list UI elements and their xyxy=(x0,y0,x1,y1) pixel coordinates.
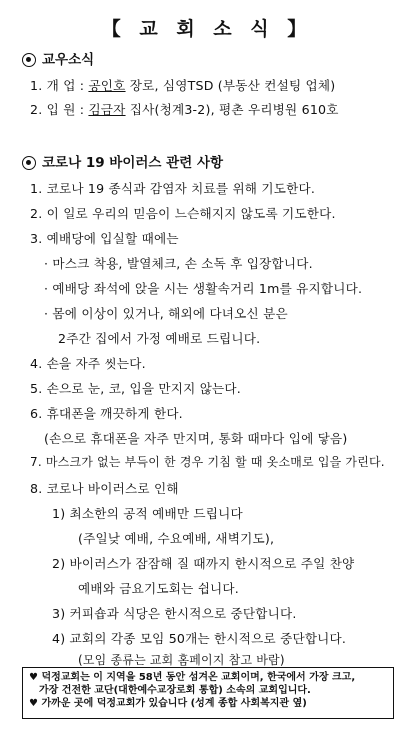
footer-line: 가장 건전한 교단(대한예수교장로회 통합) 소속의 교회입니다. xyxy=(39,685,311,696)
covid-line: 6. 휴대폰을 깨끗하게 한다. xyxy=(30,406,183,421)
covid-line: 8. 코로나 바이러스로 인해 xyxy=(30,481,179,496)
section-heading-member-news: 교우소식 xyxy=(22,48,94,68)
covid-line: 7. 마스크가 없는 부득이 한 경우 기침 할 때 옷소매로 입을 가린다. xyxy=(30,455,385,469)
covid-line: · 몸에 이상이 있거나, 해외에 다녀오신 분은 xyxy=(44,306,288,321)
member-news-item: 2. 입 원 : 김금자 집사(청계3-2), 평촌 우리병원 610호 xyxy=(30,102,339,117)
covid-line: 4) 교회의 각종 모임 50개는 한시적으로 중단합니다. xyxy=(52,631,347,646)
section-heading-covid: 코로나 19 바이러스 관련 사항 xyxy=(22,151,223,171)
covid-line: 3. 예배당에 입실할 때에는 xyxy=(30,231,179,246)
covid-line: · 예배당 좌석에 앉을 시는 생활속거리 1m를 유지합니다. xyxy=(44,281,363,296)
covid-line: 4. 손을 자주 씻는다. xyxy=(30,356,146,371)
covid-line: 2) 바이러스가 잠잠해 질 때까지 한시적으로 주일 찬양 xyxy=(52,556,355,571)
covid-line: 5. 손으로 눈, 코, 입을 만지지 않는다. xyxy=(30,381,241,396)
covid-line: (모임 종류는 교회 홈페이지 참고 바람) xyxy=(78,653,285,667)
covid-line: (주일낮 예배, 수요예배, 새벽기도), xyxy=(78,531,275,546)
bullseye-icon xyxy=(22,53,36,67)
footer-line: ♥ 덕정교회는 이 지역을 58년 동안 섬겨온 교회이며, 한국에서 가장 크고, xyxy=(29,672,356,683)
covid-line: 1. 코로나 19 종식과 감염자 치료를 위해 기도한다. xyxy=(30,181,316,196)
covid-line: 예배와 금요기도회는 쉽니다. xyxy=(78,581,239,596)
covid-line: 2주간 집에서 가정 예배로 드립니다. xyxy=(58,331,261,346)
footer-line: ♥ 가까운 곳에 덕정교회가 있습니다 (성계 종합 사회복지관 옆) xyxy=(29,698,307,709)
covid-line: 3) 커피숍과 식당은 한시적으로 중단합니다. xyxy=(52,606,297,621)
church-info-box xyxy=(22,667,394,719)
covid-line: · 마스크 착용, 발열체크, 손 소독 후 입장합니다. xyxy=(44,256,313,271)
covid-line: 2. 이 일로 우리의 믿음이 느슨해지지 않도록 기도한다. xyxy=(30,206,336,221)
page-title: 【 교 회 소 식 】 xyxy=(101,18,313,40)
covid-line: (손으로 휴대폰을 자주 만지며, 통화 때마다 입에 닿음) xyxy=(44,431,348,446)
member-news-item: 1. 개 업 : 공인호 장로, 심영TSD (부동산 컨설팅 업체) xyxy=(30,78,336,93)
covid-line: 1) 최소한의 공적 예배만 드립니다 xyxy=(52,506,243,521)
bullseye-icon xyxy=(22,156,36,170)
